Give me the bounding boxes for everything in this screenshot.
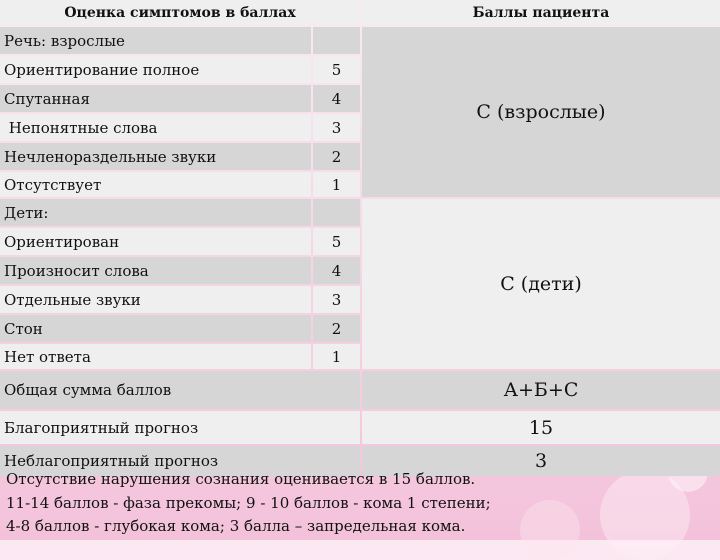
symptom-score: 3 [313, 286, 360, 313]
section-title-children: Дети: [0, 199, 311, 226]
note-line: Отсутствие нарушения сознания оценивается в 15 баллов. [6, 470, 476, 488]
favorable-prognosis-label: Благоприятный прогноз [0, 411, 360, 444]
symptom-label: Нечленораздельные звуки [0, 143, 311, 170]
note-line: 4-8 баллов - глубокая кома; 3 балла – запредельная кома. [6, 517, 466, 535]
background-decoration [520, 500, 580, 560]
symptom-score: 3 [313, 114, 360, 141]
symptom-score: 4 [313, 85, 360, 112]
symptom-label: Непонятные слова [0, 114, 311, 141]
header-symptoms: Оценка симптомов в баллах [0, 0, 360, 25]
symptom-score: 4 [313, 257, 360, 284]
symptom-score: 5 [313, 228, 360, 255]
patient-score-adults: С (взрослые) [362, 27, 720, 197]
symptom-score: 2 [313, 143, 360, 170]
symptom-label: Стон [0, 315, 311, 342]
symptom-label: Спутанная [0, 85, 311, 112]
section-title-adults: Речь: взрослые [0, 27, 311, 54]
symptom-score: 2 [313, 315, 360, 342]
symptom-label: Отсутствует [0, 172, 311, 197]
header-patient-score: Баллы пациента [362, 0, 720, 25]
patient-score-children: С (дети) [362, 199, 720, 369]
symptom-score: 1 [313, 172, 360, 197]
symptom-label: Ориентирован [0, 228, 311, 255]
symptom-label: Произносит слова [0, 257, 311, 284]
note-line: 11-14 баллов - фаза прекомы; 9 - 10 баллов - кома 1 степени; [6, 494, 491, 512]
unfavorable-prognosis-value: 3 [362, 446, 720, 476]
symptom-label: Ориентирование полное [0, 56, 311, 83]
unfavorable-prognosis-label: Неблагоприятный прогноз [0, 446, 360, 476]
symptom-score: 1 [313, 344, 360, 369]
total-label: Общая сумма баллов [0, 371, 360, 409]
favorable-prognosis-value: 15 [362, 411, 720, 444]
score-cell-empty [313, 199, 360, 226]
score-cell-empty [313, 27, 360, 54]
total-value: А+Б+С [362, 371, 720, 409]
symptom-score: 5 [313, 56, 360, 83]
symptom-label: Нет ответа [0, 344, 311, 369]
symptom-label: Отдельные звуки [0, 286, 311, 313]
